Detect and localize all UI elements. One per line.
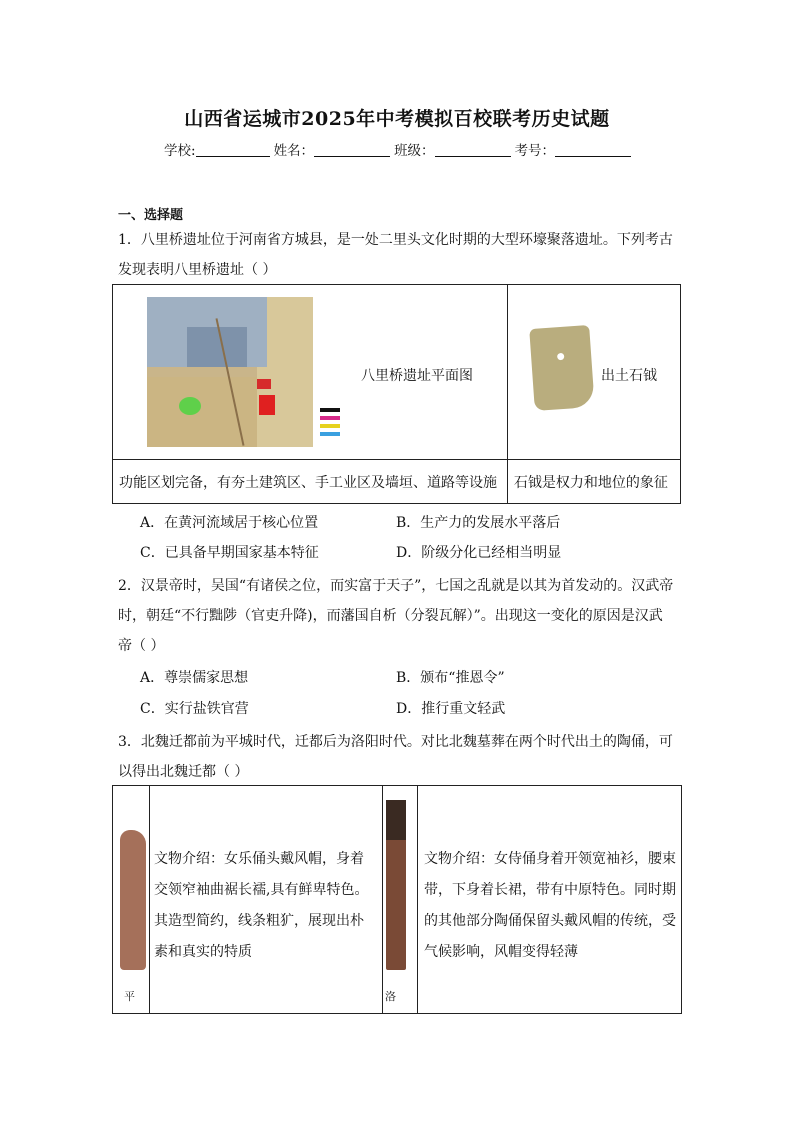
q3-right-tag: 洛 [385,990,396,1003]
exam-no-blank [555,142,631,157]
school-blank [196,142,270,157]
q3-right-text-cell [418,786,682,1014]
q3-stem-line2: 以得出北魏迁都（ ） [118,764,249,780]
q3-right-line: 带，下身着长裙，带有中原特色。同时期 [424,882,676,898]
q2-option-b[interactable]: B．颁布“推恩令” [396,670,505,686]
q1-option-b[interactable]: B．生产力的发展水平落后 [396,515,561,531]
q3-left-line: 素和真实的特质 [154,944,252,960]
q3-right-line: 的其他部分陶俑保留头戴风帽的传统，受 [424,913,676,929]
stone-axe-image [529,325,595,411]
q3-left-line: 其造型简约，线条粗犷，展现出朴 [154,913,364,929]
q3-right-line: 气候影响，风帽变得轻薄 [424,944,578,960]
q3-right-line: 文物介绍：女侍俑身着开领宽袖衫，腰束 [424,851,676,867]
q1-row-right: 石钺是权力和地位的象征 [507,460,680,504]
q1-stem-line1: 1．八里桥遗址位于河南省方城县，是一处二里头文化时期的大型环壕聚落遗址。下列考古 [118,232,673,248]
class-label: 班级： [394,143,435,159]
q3-stem-line1: 3．北魏迁都前为平城时代，迁都后为洛阳时代。对比北魏墓葬在两个时代出土的陶俑，可 [118,734,673,750]
q1-option-d[interactable]: D．阶级分化已经相当明显 [396,545,562,561]
map-legend [290,408,362,446]
q2-option-d[interactable]: D．推行重文轻武 [396,701,506,717]
q2-option-a[interactable]: A．尊崇儒家思想 [140,670,249,686]
q2-stem-line2: 时，朝廷“不行黜陟（官吏升降)，而藩国自析（分裂瓦解）”。出现这一变化的原因是汉武 [118,608,663,624]
section-heading: 一、选择题 [118,208,184,223]
class-blank [435,142,511,157]
q1-stem-line2: 发现表明八里桥遗址（ ） [118,262,277,278]
stone-axe-caption: 出土石钺 [601,368,657,384]
name-blank [314,142,390,157]
student-info-line [164,139,635,159]
q2-stem-line3: 帝（ ） [118,638,165,654]
map-caption: 八里桥遗址平面图 [361,368,473,384]
q2-option-c[interactable]: C．实行盐铁官营 [140,701,249,717]
site-plan-map-image [147,297,313,447]
q1-option-c[interactable]: C．已具备早期国家基本特征 [140,545,319,561]
q1-option-a[interactable]: A．在黄河流域居于核心位置 [140,515,319,531]
exam-no-label: 考号： [514,143,556,159]
q3-left-line: 交领窄袖曲裾长襦,具有鲜卑特色。 [154,882,369,898]
q1-row-left: 功能区划完备，有夯土建筑区、手工业区及墙垣、道路等设施 [113,460,508,504]
pingcheng-figurine-image [120,830,146,970]
luoyang-figurine-image [386,800,406,970]
page-title: 山西省运城市2025年中考模拟百校联考历史试题 [184,108,610,130]
name-label: 姓名： [273,143,315,159]
q3-left-text-cell [150,786,383,1014]
q3-left-tag: 平 [124,990,135,1003]
q3-left-line: 文物介绍：女乐俑头戴风帽，身着 [154,851,364,867]
school-label: 学校: [164,143,196,159]
q2-stem-line1: 2．汉景帝时，吴国“有诸侯之位，而实富于天子”，七国之乱就是以其为首发动的。汉武帝 [118,578,674,594]
